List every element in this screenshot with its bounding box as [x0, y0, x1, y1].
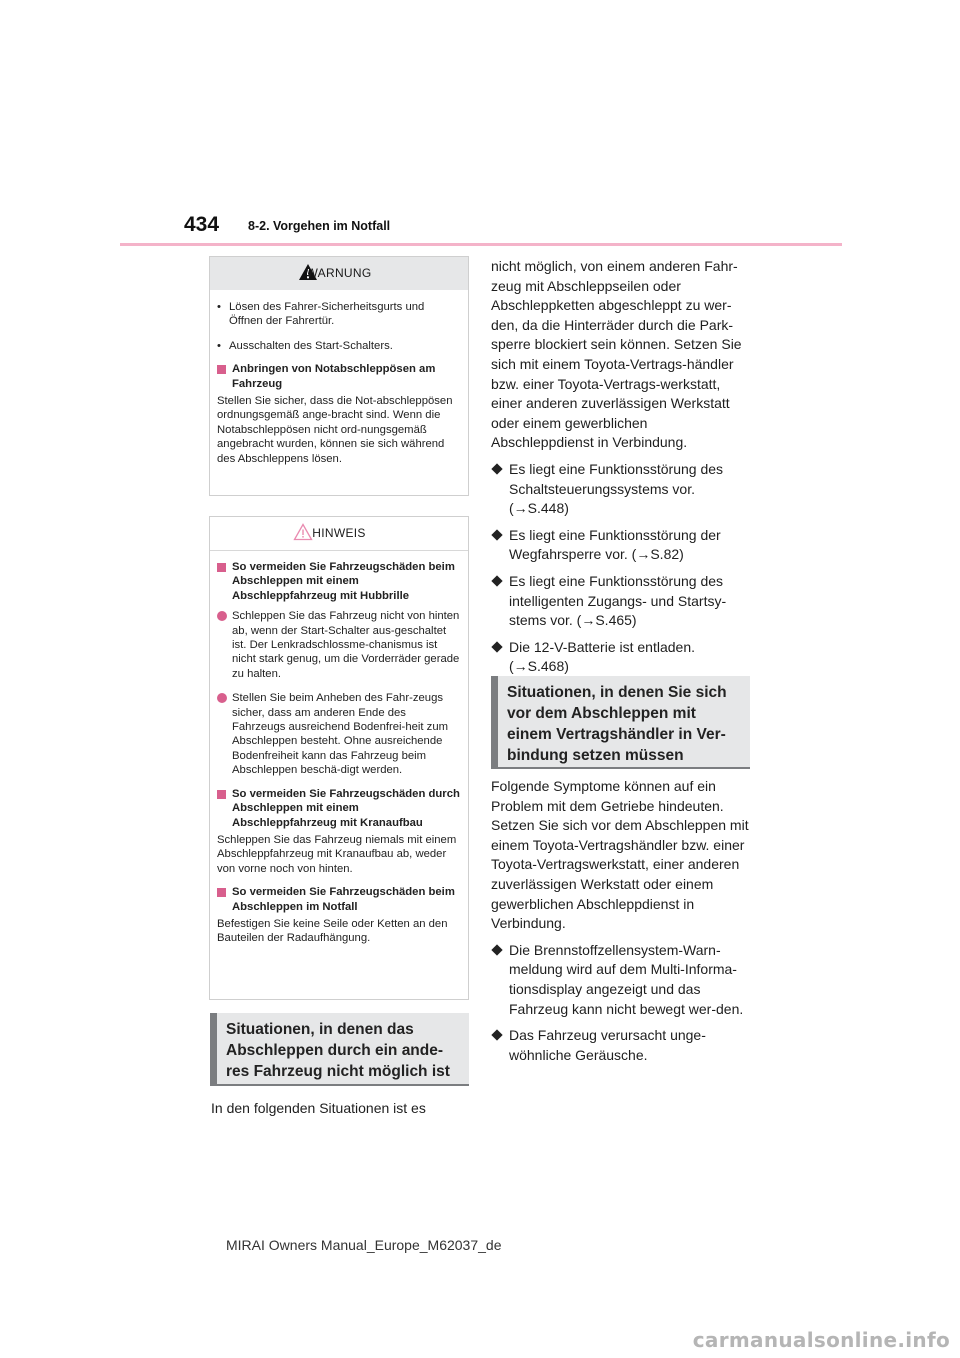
left-paragraph: In den folgenden Situationen ist es: [211, 1100, 426, 1116]
condition-item: Es liegt eine Funktionsstörung der Wegfahrsperre vor. (→S.82): [491, 526, 751, 565]
warning-bullet: • Ausschalten des Start-Schalters.: [217, 339, 393, 352]
warning-subheading: Anbringen von Notabschleppösen am Fahrzeug: [217, 362, 461, 391]
section-title: 8-2. Vorgehen im Notfall: [248, 219, 391, 233]
footer-manual-id: MIRAI Owners Manual_Europe_M62037_de: [226, 1237, 502, 1253]
notice-title: HINWEIS: [312, 526, 366, 540]
notice-text-kranaufbau: Schleppen Sie das Fahrzeug niemals mit einem Abschleppfahrzeug mit Kranaufbau ab, weder von vorne noch von hinten.: [217, 833, 457, 875]
diamond-bullet-icon: [491, 944, 502, 955]
right-column-mid: [491, 777, 751, 1065]
warning-box: [209, 256, 469, 496]
right-symptoms-paragraph: Folgende Symptome können auf ein Problem mit dem Getriebe hindeuten. Setzen Sie sich vor dem Abschleppen mit einem Toyota-Vertragshändler bzw. einer Toyota-Vertragswerkstatt, einer anderen zuverlässigen Werkstatt oder einem gewerblichen Abschleppdienst in Verbindung.: [491, 778, 749, 932]
diamond-bullet-icon: [491, 1029, 502, 1040]
diamond-bullet-icon: [491, 641, 502, 652]
watermark-text: carmanualsonline.info: [692, 1328, 950, 1352]
diamond-bullet-icon: [491, 529, 502, 540]
right-column-top: [491, 257, 751, 677]
warning-header: [210, 257, 468, 290]
warning-bullet: • Lösen des Fahrer-Sicherheitsgurts und Öffnen der Fahrertür.: [217, 301, 425, 328]
notice-item: Stellen Sie beim Anheben des Fahr-zeugs sicher, dass am anderen Ende des Fahrzeugs ausreichend Bodenfrei-heit zum Abschleppen besteht. Ohne ausreichende Bodenfreiheit kann das Fahrzeug beim Abschleppen beschä-digt werden.: [217, 691, 461, 777]
warning-text: Stellen Sie sicher, dass die Not-abschleppösen ordnungsgemäß ange-bracht sind. Wenn die Notabschleppösen nicht ord-nungsgemäß angebracht wurden, können sie sich während des Abschleppens lösen.: [217, 395, 453, 465]
warning-title: WARNUNG: [306, 266, 372, 280]
notice-header: [210, 517, 468, 551]
condition-item: Es liegt eine Funktionsstörung des Schaltsteuerungssystems vor. (→S.448): [491, 460, 751, 519]
watermark: [0, 1322, 960, 1358]
page-number: 434: [184, 213, 220, 236]
notice-box: [209, 516, 469, 1000]
condition-item: Die 12-V-Batterie ist entladen. (→S.468): [491, 638, 751, 677]
diamond-bullet-icon: [491, 463, 502, 474]
diamond-bullet-icon: [491, 575, 502, 586]
warning-body: [210, 290, 468, 466]
notice-text-notfall: Befestigen Sie keine Seile oder Ketten an den Bauteilen der Radaufhängung.: [217, 917, 448, 945]
notice-body: [210, 551, 468, 946]
symptom-item: Das Fahrzeug verursacht unge-wöhnliche Geräusche.: [491, 1026, 751, 1065]
notice-heading-hubbrille: So vermeiden Sie Fahrzeugschäden beim Abschleppen mit einem Abschleppfahrzeug mit Hubbrille: [217, 560, 461, 603]
heading-contact-dealer: Situationen, in denen Sie sich vor dem Abschleppen mit einem Vertragshändler in Ver-bindung setzen müssen: [491, 676, 750, 769]
symptom-item: Die Brennstoffzellensystem-Warn-meldung wird auf dem Multi-Informa-tionsdisplay angezeigt und das Fahrzeug kann nicht bewegt wer-den.: [491, 941, 751, 1019]
notice-item: Schleppen Sie das Fahrzeug nicht von hinten ab, wenn der Start-Schalter aus-geschaltet ist. Der Lenkradschlossme-chanismus ist nicht stark genug, um die Vorderräder gerade zu halten.: [217, 609, 461, 681]
right-intro-paragraph: nicht möglich, von einem anderen Fahr-zeug mit Abschleppseilen oder Abschleppketten abgeschleppt zu wer-den, da die Hinterräder durch die Park-sperre blockiert sein können. Setzen Sie sich mit einem Toyota-Vertrags-händler bzw. einer Toyota-Vertrags-werkstatt, einer anderen zuverlässigen Werkstatt oder einem gewerblichen Abschleppdienst in Verbindung.: [491, 258, 742, 451]
condition-item: Es liegt eine Funktionsstörung des intelligenten Zugangs- und Startsy-stems vor. (→S.465): [491, 572, 751, 631]
notice-heading-kranaufbau: So vermeiden Sie Fahrzeugschäden durch Abschleppen mit einem Abschleppfahrzeug mit Kranaufbau: [217, 787, 461, 830]
header-rule: [120, 243, 842, 246]
heading-towing-not-possible: Situationen, in denen das Abschleppen durch ein ande-res Fahrzeug nicht möglich ist: [210, 1013, 469, 1086]
notice-heading-notfall: So vermeiden Sie Fahrzeugschäden beim Abschleppen im Notfall: [217, 885, 461, 914]
